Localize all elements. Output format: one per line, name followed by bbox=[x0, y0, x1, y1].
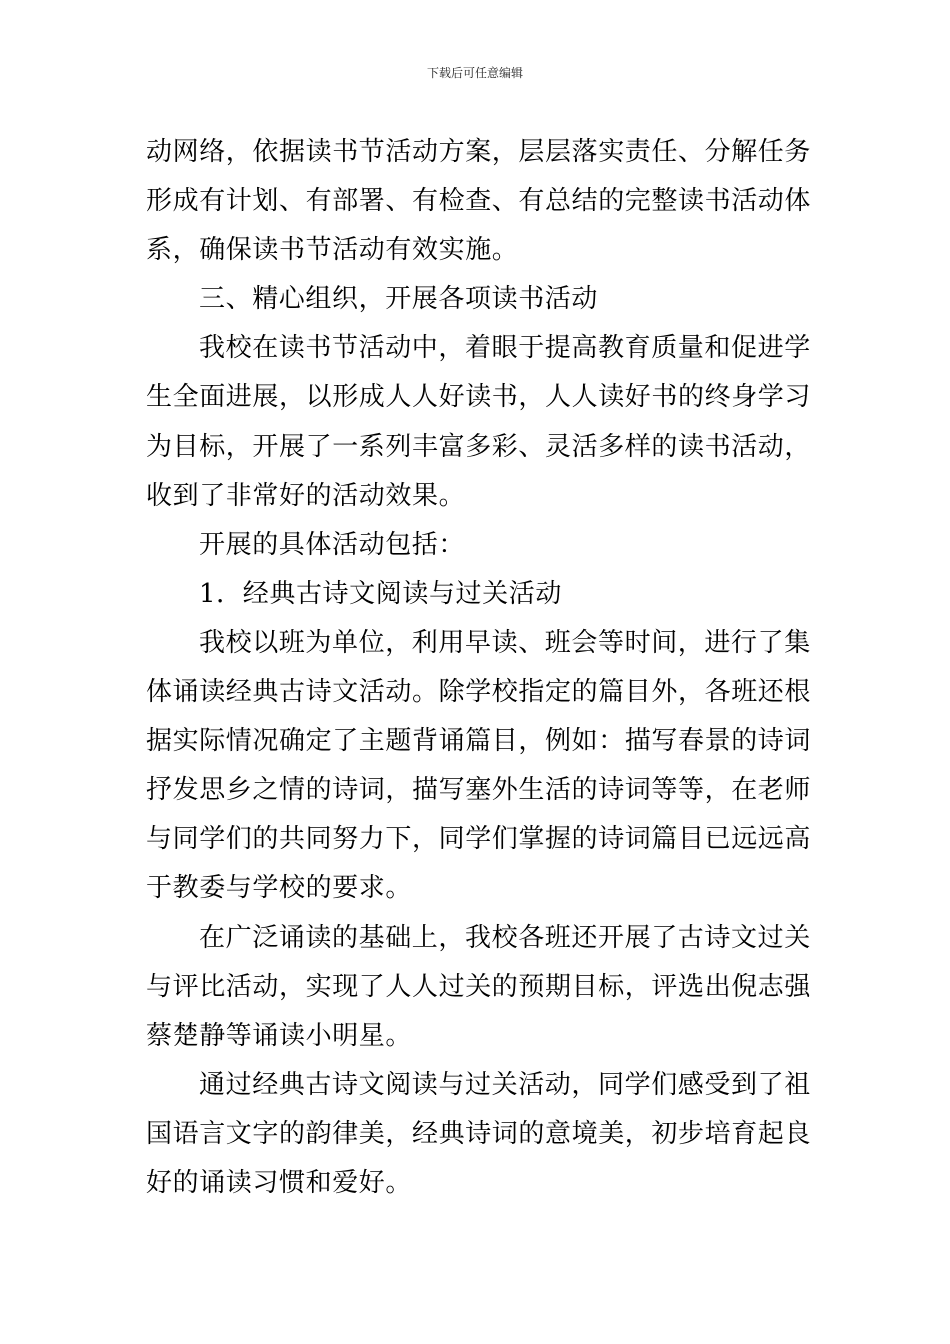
text-line: 通过经典古诗文阅读与过关活动，同学们感受到了祖 bbox=[199, 1069, 811, 1100]
text-line: 于教委与学校的要求。 bbox=[146, 873, 413, 904]
text-line: 国语言文字的韵律美，经典诗词的意境美，初步培育起良 bbox=[146, 1118, 812, 1149]
text-line: 我校以班为单位，利用早读、班会等时间，进行了集 bbox=[199, 627, 811, 658]
text-line: 我校在读书节活动中，着眼于提高教育质量和促进学 bbox=[199, 333, 811, 364]
text-line: 体诵读经典古诗文活动。除学校指定的篇目外，各班还根 bbox=[146, 677, 812, 708]
text-line: 与评比活动，实现了人人过关的预期目标，评选出倪志强 bbox=[146, 971, 812, 1002]
text-line: 开展的具体活动包括： bbox=[199, 529, 466, 560]
text-line: 收到了非常好的活动效果。 bbox=[146, 480, 466, 511]
text-line: 生全面进展，以形成人人好读书，人人读好书的终身学习 bbox=[146, 382, 812, 413]
text-line: 与同学们的共同努力下，同学们掌握的诗词篇目已远远高 bbox=[146, 824, 812, 855]
text-line: 为目标，开展了一系列丰富多彩、灵活多样的读书活动， bbox=[146, 431, 812, 462]
text-line: 好的诵读习惯和爱好。 bbox=[146, 1167, 413, 1198]
subsection-heading: 1．经典古诗文阅读与过关活动 bbox=[199, 578, 562, 609]
text-line: 在广泛诵读的基础上，我校各班还开展了古诗文过关 bbox=[199, 922, 811, 953]
page-header: 下载后可任意编辑 bbox=[426, 66, 523, 80]
text-line: 系，确保读书节活动有效实施。 bbox=[146, 235, 519, 266]
text-line: 蔡楚静等诵读小明星。 bbox=[146, 1020, 413, 1051]
section-heading: 三、精心组织，开展各项读书活动 bbox=[199, 284, 599, 315]
text-line: 形成有计划、有部署、有检查、有总结的完整读书活动体 bbox=[146, 186, 812, 217]
text-line: 抒发思乡之情的诗词，描写塞外生活的诗词等等，在老师 bbox=[146, 775, 812, 806]
text-line: 据实际情况确定了主题背诵篇目，例如：描写春景的诗词 bbox=[146, 726, 812, 757]
document-body bbox=[146, 128, 812, 1208]
text-line: 动网络，依据读书节活动方案，层层落实责任、分解任务 bbox=[146, 137, 812, 167]
